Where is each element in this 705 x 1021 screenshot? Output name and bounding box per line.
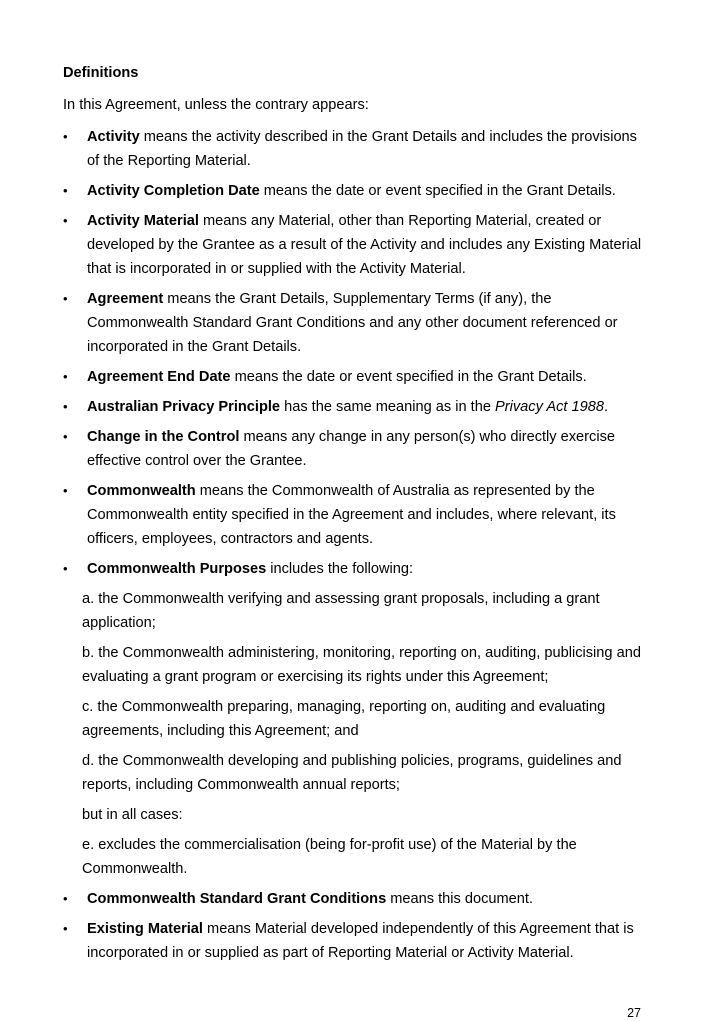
section-heading: Definitions <box>63 65 139 81</box>
definition-item <box>63 887 653 911</box>
definition-item <box>63 425 653 473</box>
definitions-list <box>63 125 653 971</box>
definition-term: Activity Completion Date <box>87 183 260 199</box>
definition-text: means any Material, other than Reporting Material, created or developed by the Grantee as a result of the Activity and includes any Existing Material that is incorporated in or supplied with the Activity Material. <box>87 213 642 277</box>
definition-term: Commonwealth Standard Grant Conditions <box>87 891 387 907</box>
purpose-item: a. the Commonwealth verifying and assessing grant proposals, including a grant application; <box>82 591 600 631</box>
bullet-icon: • <box>63 429 68 444</box>
bullet-icon: • <box>63 369 68 384</box>
definition-term: Existing Material <box>87 921 203 937</box>
definition-text-end: . <box>604 399 609 415</box>
definition-text: means the Grant Details, Supplementary Terms (if any), the Commonwealth Standard Grant Conditions and any other document referenced or incorporated in the Grant Details. <box>87 291 618 355</box>
definition-item <box>63 395 653 419</box>
bullet-icon: • <box>63 399 68 414</box>
definition-item <box>63 917 653 965</box>
page-number: 27 <box>627 1006 641 1020</box>
purpose-item: b. the Commonwealth administering, monitoring, reporting on, auditing, publicising and evaluating a grant program or exercising its rights under this Agreement; <box>82 645 641 685</box>
definition-text: means this document. <box>386 891 534 907</box>
bullet-icon: • <box>63 213 68 228</box>
definition-term: Agreement End Date <box>87 369 231 385</box>
definition-item <box>63 365 653 389</box>
definition-text: means the activity described in the Grant Details and includes the provisions of the Reporting Material. <box>87 129 637 169</box>
bullet-icon: • <box>63 891 68 906</box>
bullet-icon: • <box>63 129 68 144</box>
act-title: Privacy Act 1988 <box>495 399 604 415</box>
definition-text: means the Commonwealth of Australia as represented by the Commonwealth entity specified in the Agreement and includes, where relevant, its officers, employees, contractors and agents. <box>87 483 616 547</box>
definition-item <box>63 479 653 551</box>
definition-text: includes the following: <box>266 561 414 577</box>
bullet-icon: • <box>63 561 68 576</box>
definition-text: means any change in any person(s) who directly exercise effective control over the Grantee. <box>87 429 615 469</box>
definition-item <box>63 287 653 359</box>
purpose-item: c. the Commonwealth preparing, managing, reporting on, auditing and evaluating agreements, including this Agreement; and <box>82 699 606 739</box>
bullet-icon: • <box>63 921 68 936</box>
definition-text: has the same meaning as in the <box>280 399 496 415</box>
definition-term: Agreement <box>87 291 164 307</box>
definition-term: Change in the Control <box>87 429 240 445</box>
intro-paragraph: In this Agreement, unless the contrary appears: <box>63 97 369 113</box>
definition-item <box>63 179 653 203</box>
purpose-item: d. the Commonwealth developing and publishing policies, programs, guidelines and reports, including Commonwealth annual reports; <box>82 753 622 793</box>
purpose-qualifier: but in all cases: <box>82 807 183 823</box>
definition-text: means the date or event specified in the Grant Details. <box>259 183 616 199</box>
definition-term: Activity Material <box>87 213 199 229</box>
definition-item <box>63 557 653 581</box>
definition-text: means Material developed independently of this Agreement that is incorporated in or supplied as part of Reporting Material or Activity Material. <box>87 921 634 961</box>
purpose-item: e. excludes the commercialisation (being for-profit use) of the Material by the Commonwealth. <box>82 837 577 877</box>
definition-item <box>63 125 653 173</box>
definition-term: Australian Privacy Principle <box>87 399 281 415</box>
bullet-icon: • <box>63 291 68 306</box>
definition-item <box>63 209 653 281</box>
definition-term: Activity <box>87 129 140 145</box>
definition-term: Commonwealth <box>87 483 196 499</box>
bullet-icon: • <box>63 183 68 198</box>
definition-term: Commonwealth Purposes <box>87 561 267 577</box>
definition-text: means the date or event specified in the Grant Details. <box>230 369 587 385</box>
bullet-icon: • <box>63 483 68 498</box>
